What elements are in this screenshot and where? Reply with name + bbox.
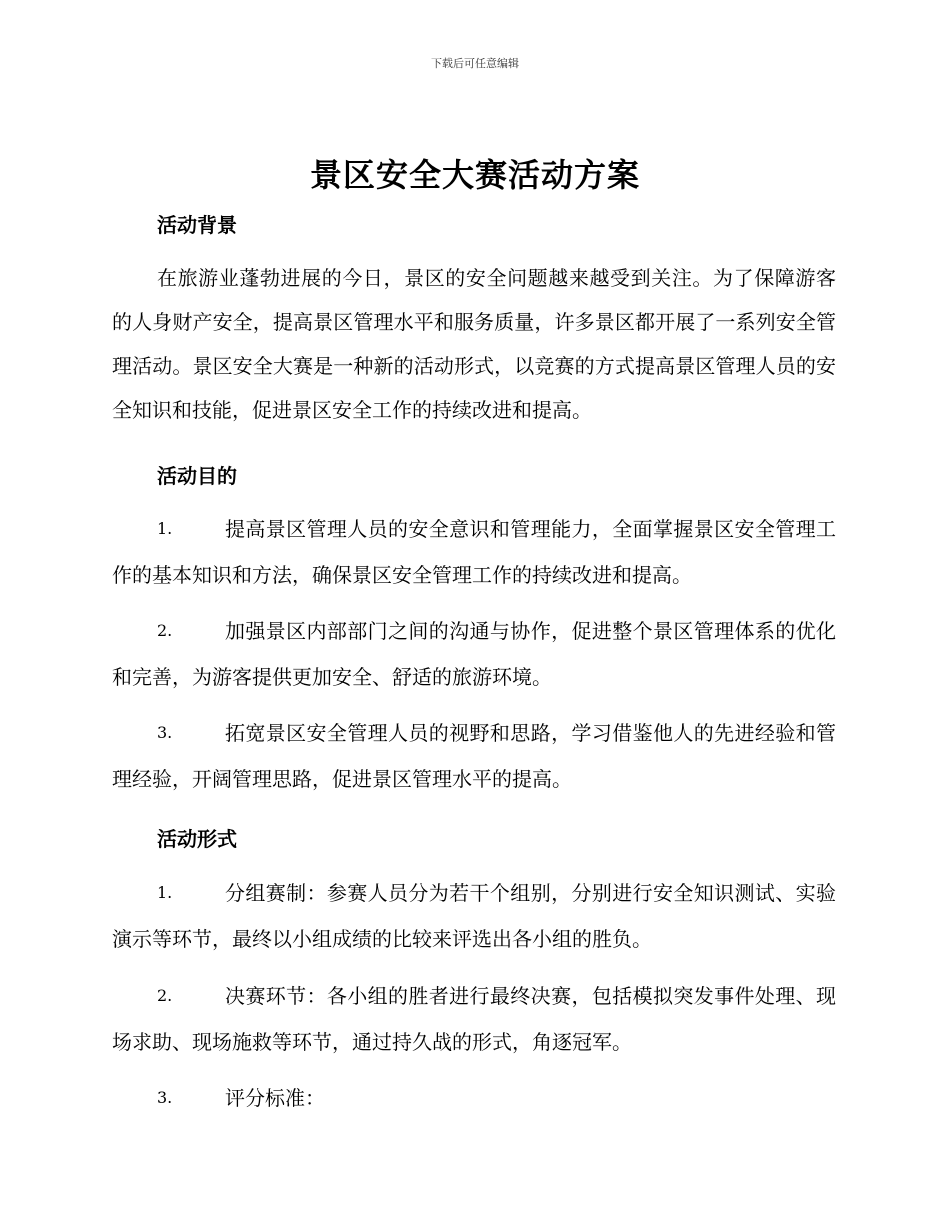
list-item-text: 提高景区管理人员的安全意识和管理能力，全面掌握景区安全管理工作的基本知识和方法，确保景区安全管理工作的持续改进和提高。 (112, 517, 836, 587)
list-item-number: 2. (157, 621, 173, 640)
section-heading-format: 活动形式 (157, 827, 237, 851)
document-title: 景区安全大赛活动方案 (309, 156, 640, 194)
list-item-text: 决赛环节：各小组的胜者进行最终决赛，包括模拟突发事件处理、现场求助、现场施救等环节，通过持久战的形式，角逐冠军。 (112, 984, 836, 1054)
list-item-text: 评分标准： (225, 1086, 325, 1110)
list-item-text: 加强景区内部部门之间的沟通与协作，促进整个景区管理体系的优化和完善，为游客提供更加安全、舒适的旅游环境。 (112, 619, 836, 689)
list-item (112, 710, 836, 802)
list-item-number: 3. (157, 723, 173, 742)
list-item (112, 608, 836, 700)
section-heading-purpose: 活动目的 (157, 464, 237, 488)
list-item-number: 3. (157, 1088, 173, 1107)
background-paragraph: 在旅游业蓬勃进展的今日，景区的安全问题越来越受到关注。为了保障游客的人身财产安全，提高景区管理水平和服务质量，许多景区都开展了一系列安全管理活动。景区安全大赛是一种新的活动形式，以竞赛的方式提高景区管理人员的安全知识和技能，促进景区安全工作的持续改进和提高。 (112, 266, 836, 422)
list-item-number: 2. (157, 986, 173, 1005)
list-item-number: 1. (157, 519, 173, 538)
list-item (112, 973, 836, 1065)
list-item-number: 1. (157, 883, 173, 902)
list-item (112, 870, 836, 962)
section-heading-background: 活动背景 (157, 213, 237, 237)
page-header-note: 下载后可任意编辑 (431, 57, 519, 70)
list-item (112, 1075, 836, 1121)
list-item (112, 506, 836, 598)
list-item-text: 拓宽景区安全管理人员的视野和思路，学习借鉴他人的先进经验和管理经验，开阔管理思路，促进景区管理水平的提高。 (112, 721, 836, 791)
list-item-text: 分组赛制：参赛人员分为若干个组别，分别进行安全知识测试、实验演示等环节，最终以小组成绩的比较来评选出各小组的胜负。 (112, 881, 836, 951)
